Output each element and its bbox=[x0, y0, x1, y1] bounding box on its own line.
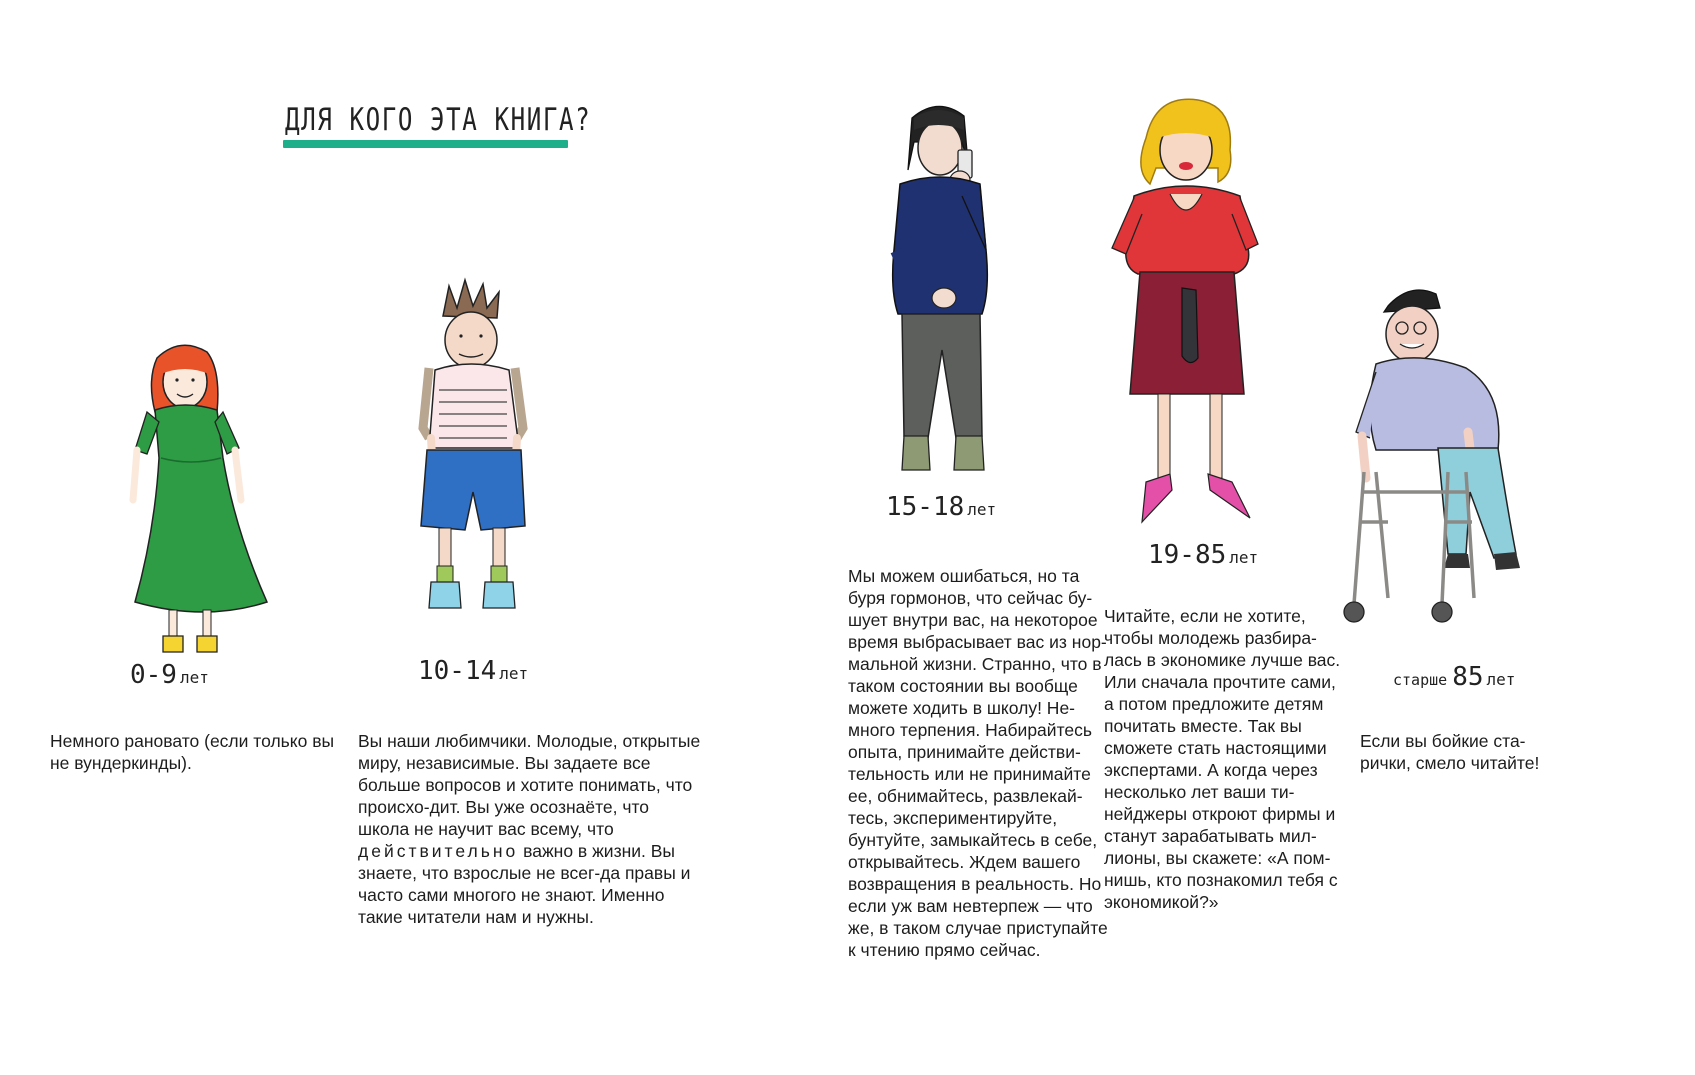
old-man-with-walker-illustration bbox=[1348, 282, 1533, 657]
age-label-teens bbox=[418, 656, 528, 686]
blurb-teens-emphasis: действительно bbox=[358, 841, 519, 861]
boy-illustration-svg bbox=[415, 278, 540, 640]
title-underline bbox=[283, 140, 568, 148]
age-unit-teens: лет bbox=[499, 664, 529, 683]
age-unit-youth: лет bbox=[967, 500, 997, 519]
right-page bbox=[848, 0, 1695, 1075]
age-unit-adults: лет bbox=[1229, 548, 1259, 567]
age-label-adults bbox=[1148, 540, 1258, 570]
blurb-seniors: Если вы бойкие ста-рички, смело читайте! bbox=[1360, 731, 1540, 773]
blurb-teens-end: важно в жизни. Вы знаете, что взрослые не всег-да правы и часто сами многого не знают. Именно такие читатели нам и нужны. bbox=[358, 841, 691, 927]
blurb-adults: Читайте, если не хотите, чтобы молодежь разбира-лась в экономике лучше вас. Или сначала прочтите сами, а потом предложите детям почитать вместе. Так вы сможете стать настоящими экспертами. А когда через несколько лет ваши ти-нейджеры откроют фирмы и станут зарабатывать мил-лионы, вы скажете: «А пом-нишь, кто познакомил тебя с экономикой?» bbox=[1104, 606, 1341, 912]
age-number-youth: 15-18 bbox=[886, 492, 965, 522]
age-number-teens: 10-14 bbox=[418, 656, 497, 686]
teen-illustration-svg bbox=[878, 100, 1003, 495]
age-label-seniors bbox=[1390, 662, 1515, 692]
page-title: ДЛЯ КОГО ЭТА КНИГА? bbox=[285, 102, 592, 138]
age-number-adults: 19-85 bbox=[1148, 540, 1227, 570]
woman-illustration-svg bbox=[1106, 98, 1271, 538]
blurb-teens bbox=[358, 730, 703, 928]
woman-in-red-illustration bbox=[1106, 98, 1271, 538]
teen-with-phone-illustration bbox=[878, 100, 1003, 495]
left-page bbox=[0, 0, 847, 1075]
age-number-seniors: 85 bbox=[1452, 662, 1484, 692]
blurb-youth: Мы можем ошибаться, но та буря гормонов, что сейчас бу-шует внутри вас, на некоторое время выбрасывает вас из нор-мальной жизни. Странно, что в таком состоянии вы вообще можете ходить в школу! Не-много терпения. Набирайтесь опыта, принимайте действи-тельность или не принимайте ее, обнимайтесь, развлекай-тесь, экспериментируйте, бунтуйте, замыкайтесь в себе, открывайтесь. Ждем вашего возвращения в реальность. Но если уж вам невтерпеж — что же, в таком случае приступайте к чтению прямо сейчас. bbox=[848, 566, 1108, 960]
girl-in-green-dress-illustration bbox=[125, 340, 275, 675]
old-man-illustration-svg bbox=[1348, 282, 1533, 657]
blurb-teens-start: Вы наши любимчики. Молодые, открытые миру, независимые. Вы задаете все больше вопросов и хотите понимать, что происхо-дит. Вы уже осознаёте, что школа не научит вас всему, что bbox=[358, 731, 701, 839]
age-unit-kids: лет bbox=[179, 668, 209, 687]
boy-with-backpack-illustration bbox=[415, 278, 540, 640]
girl-illustration-svg bbox=[125, 340, 275, 675]
age-number-kids: 0-9 bbox=[130, 660, 177, 690]
age-prefix-seniors: старше bbox=[1393, 671, 1448, 689]
age-label-kids bbox=[130, 660, 209, 690]
age-label-youth bbox=[886, 492, 996, 522]
blurb-kids: Немного рановато (если только вы не вундеркинды). bbox=[50, 731, 335, 773]
age-unit-seniors: лет bbox=[1486, 670, 1516, 689]
